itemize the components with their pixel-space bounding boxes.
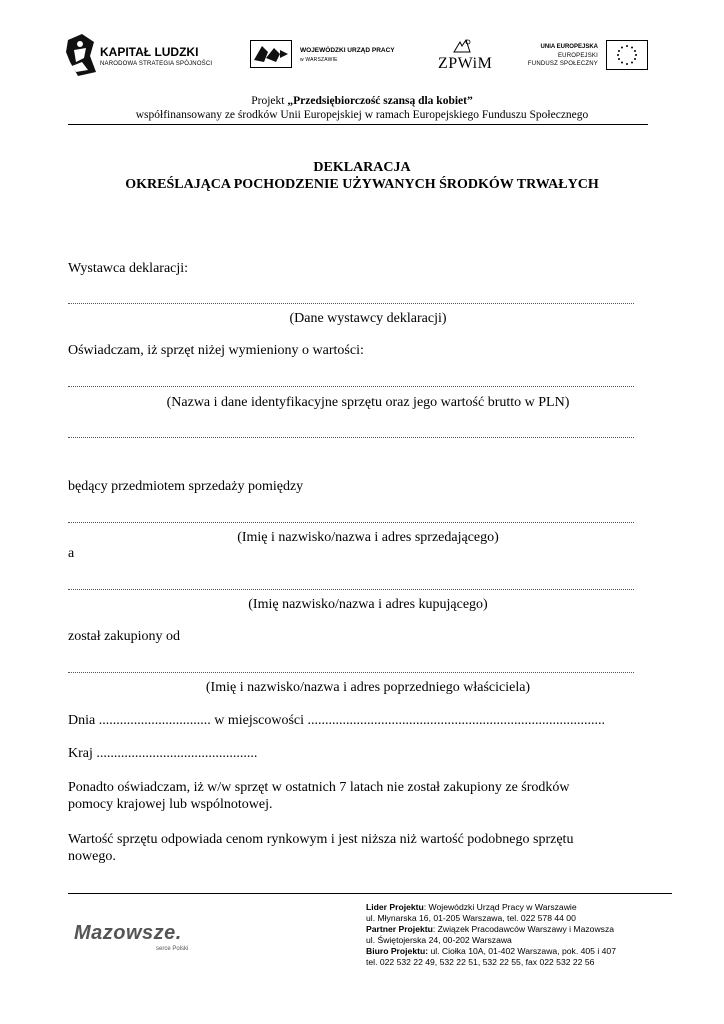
statement-aid: Ponadto oświadczam, iż w/w sprzęt w ostatnich 7 latach nie został zakupiony ze środków pomocy krajowej lub wspólnotowej. xyxy=(68,780,570,812)
office-phone: tel. 022 532 22 49, 532 22 51, 532 22 55, fax 022 532 22 56 xyxy=(366,957,595,967)
office-line xyxy=(366,946,616,957)
and-label: a xyxy=(68,546,75,561)
lider-address: ul. Młynarska 16, 01-205 Warszawa, tel. 022 578 44 00 xyxy=(366,913,576,923)
project-name: „Przedsiębiorczość szansą dla kobiet” xyxy=(287,95,473,107)
eu-flag-icon xyxy=(606,40,648,70)
footer-contact xyxy=(366,902,616,968)
document-title-line2: OKREŚLAJĄCA POCHODZENIE UŻYWANYCH ŚRODKÓW TRWAŁYCH xyxy=(125,177,599,192)
zpwim-wordmark: ZPWiM xyxy=(438,55,493,72)
seller-caption: (Imię i nazwisko/nazwa i adres sprzedającego) xyxy=(237,530,499,545)
kapital-ludzki-emblem-icon xyxy=(64,32,100,78)
mazowsze-subtitle: serce Polski xyxy=(156,946,189,952)
partner-value: : Związek Pracodawców Warszawy i Mazowsza xyxy=(432,924,615,934)
partner-line xyxy=(366,924,616,935)
project-prefix: Projekt xyxy=(251,95,288,107)
buyer-caption: (Imię nazwisko/nazwa i adres kupującego) xyxy=(248,597,488,612)
ue-line2: EUROPEJSKI xyxy=(557,53,598,59)
zpwim-emblem-icon xyxy=(450,38,474,54)
issuer-caption: (Dane wystawcy deklaracji) xyxy=(289,311,447,326)
buyer-field[interactable] xyxy=(68,589,634,590)
kapital-ludzki-subtitle: NARODOWA STRATEGIA SPÓJNOŚCI xyxy=(100,61,213,67)
header-divider xyxy=(68,124,648,125)
lider-line xyxy=(366,902,616,913)
country-field[interactable]: Kraj .............................................. xyxy=(68,746,258,761)
logo-mazowsze xyxy=(74,922,214,958)
ue-title: UNIA EUROPEJSKA xyxy=(540,44,598,50)
issuer-label: Wystawca deklaracji: xyxy=(68,261,189,276)
lider-value: : Wojewódzki Urząd Pracy w Warszawie xyxy=(423,902,577,912)
office-label: Biuro Projektu: xyxy=(366,946,429,956)
seller-field[interactable] xyxy=(68,522,634,523)
office-value: ul. Ciołka 10A, 01-402 Warszawa, pok. 405 i 407 xyxy=(428,946,616,956)
issuer-field[interactable] xyxy=(68,303,634,304)
wup-title: WOJEWÓDZKI URZĄD PRACY xyxy=(300,47,395,54)
footer-divider xyxy=(68,893,672,894)
statement-market-value: Wartość sprzętu odpowiada cenom rynkowym i jest niższa niż wartość podobnego sprzętu nowego. xyxy=(68,832,574,864)
document-title-line1: DEKLARACJA xyxy=(313,160,411,175)
date-place-field[interactable]: Dnia ................................ w miejscowości ..................................................................................... xyxy=(68,713,606,728)
logo-zpwim xyxy=(436,38,492,76)
mazowsze-wordmark: Mazowsze. xyxy=(74,922,182,944)
declare-label: Oświadczam, iż sprzęt niżej wymieniony o wartości: xyxy=(68,343,364,358)
purchased-label: został zakupiony od xyxy=(68,629,180,644)
sale-label: będący przedmiotem sprzedaży pomiędzy xyxy=(68,479,304,494)
kapital-ludzki-title: KAPITAŁ LUDZKI xyxy=(100,45,199,59)
previous-owner-caption: (Imię i nazwisko/nazwa i adres poprzedniego właściciela) xyxy=(205,680,531,695)
logo-kapital-ludzki xyxy=(64,32,213,82)
project-line xyxy=(0,95,724,107)
lider-label: Lider Projektu xyxy=(366,902,424,912)
partner-label: Partner Projektu xyxy=(366,924,433,934)
ue-line3: FUNDUSZ SPOŁECZNY xyxy=(527,61,598,67)
equipment-caption: (Nazwa i dane identyfikacyjne sprzętu oraz jego wartość brutto w PLN) xyxy=(166,395,570,410)
partner-address: ul. Świętojerska 24, 00-202 Warszawa xyxy=(366,935,512,945)
equipment-field-1[interactable] xyxy=(68,386,634,387)
equipment-field-2[interactable] xyxy=(68,437,634,438)
wup-subtitle: w WARSZAWIE xyxy=(300,57,338,63)
logo-unia-europejska xyxy=(527,40,650,74)
previous-owner-field[interactable] xyxy=(68,672,634,673)
cofinanced-line: współfinansowany ze środków Unii Europejskiej w ramach Europejskiego Funduszu Społecznego xyxy=(135,109,589,121)
wup-emblem-icon xyxy=(250,40,292,68)
logo-wup xyxy=(250,40,410,72)
